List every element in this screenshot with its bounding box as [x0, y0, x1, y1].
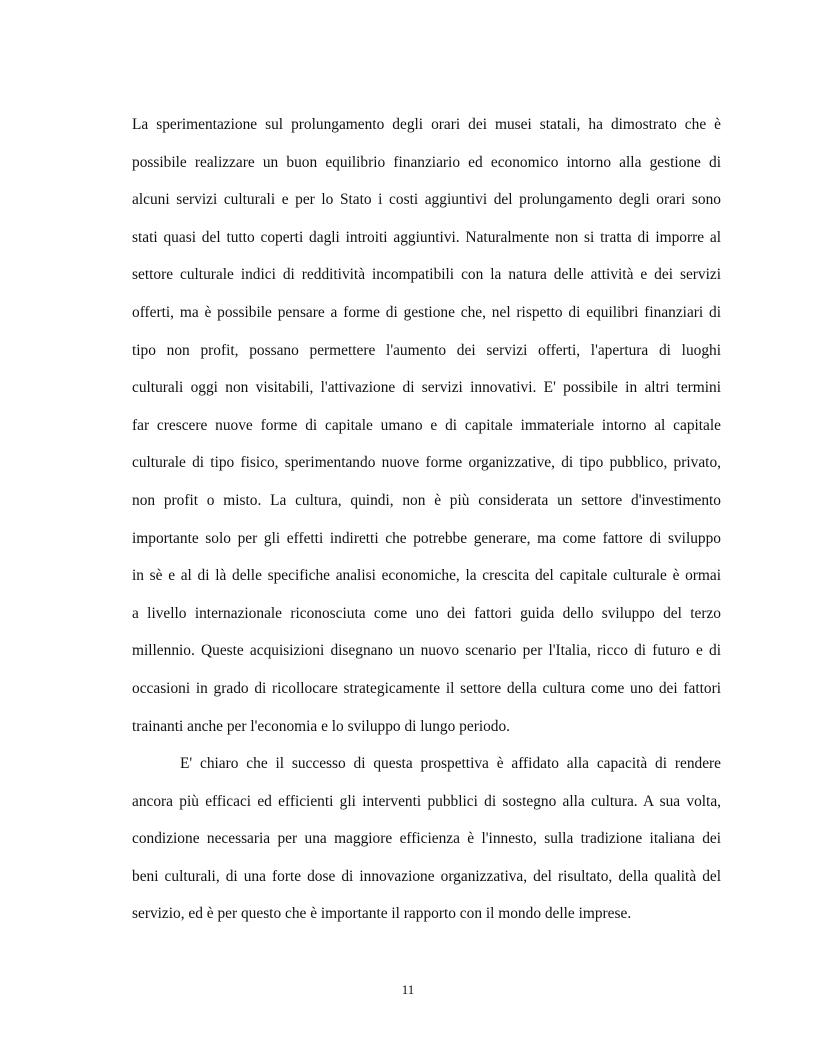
paragraph-line: alcuni servizi culturali e per lo Stato i costi aggiuntivi del prolungamento degli orari sono [132, 191, 721, 209]
paragraph-line: E' chiaro che il successo di questa prospettiva è affidato alla capacità di rendere [180, 755, 721, 772]
paragraph-line: in sè e al di là delle specifiche analisi economiche, la crescita del capitale culturale è ormai [132, 567, 721, 585]
paragraph-line: offerti, ma è possibile pensare a forme di gestione che, nel rispetto di equilibri finanziari di [132, 303, 721, 321]
paragraph-line: tipo non profit, possano permettere l'aumento dei servizi offerti, l'apertura di luoghi [132, 341, 721, 359]
page-number: 11 [401, 982, 415, 997]
paragraph-line: millennio. Queste acquisizioni disegnano un nuovo scenario per l'Italia, ricco di futuro e di [132, 642, 721, 660]
paragraph-line: importante solo per gli effetti indiretti che potrebbe generare, ma come fattore di sviluppo [132, 529, 721, 547]
paragraph-line: servizio, ed è per questo che è importante il rapporto con il mondo delle imprese. [132, 905, 632, 923]
paragraph-line: condizione necessaria per una maggiore efficienza è l'innesto, sulla tradizione italiana dei [132, 830, 721, 848]
paragraph-line: far crescere nuove forme di capitale umano e di capitale immateriale intorno al capitale [132, 416, 721, 434]
paragraph-line: a livello internazionale riconosciuta come uno dei fattori guida dello sviluppo del terzo [132, 604, 721, 622]
paragraph-line: settore culturale indici di redditività incompatibili con la natura delle attività e dei servizi [132, 266, 721, 284]
paragraph-2 [132, 745, 721, 933]
paragraph-line: stati quasi del tutto coperti dagli introiti aggiuntivi. Naturalmente non si tratta di imporre al [132, 228, 721, 246]
paragraph-line: culturali oggi non visitabili, l'attivazione di servizi innovativi. E' possibile in altri termini [132, 379, 721, 397]
paragraph-line: occasioni in grado di ricollocare strategicamente il settore della cultura come uno dei fattori [132, 679, 721, 697]
paragraph-line: culturale di tipo fisico, sperimentando nuove forme organizzative, di tipo pubblico, privato, [132, 454, 721, 472]
paragraph-line: La sperimentazione sul prolungamento degli orari dei musei statali, ha dimostrato che è [132, 116, 721, 133]
paragraph-1 [132, 106, 721, 745]
paragraph-line: non profit o misto. La cultura, quindi, non è più considerata un settore d'investimento [132, 491, 721, 509]
paragraph-line: beni culturali, di una forte dose di innovazione organizzativa, del risultato, della qualità del [132, 867, 721, 885]
paragraph-line: possibile realizzare un buon equilibrio finanziario ed economico intorno alla gestione di [132, 153, 721, 171]
paragraph-line: trainanti anche per l'economia e lo sviluppo di lungo periodo. [132, 717, 511, 735]
paragraph-line: ancora più efficaci ed efficienti gli interventi pubblici di sostegno alla cultura. A sua volta, [132, 792, 721, 810]
